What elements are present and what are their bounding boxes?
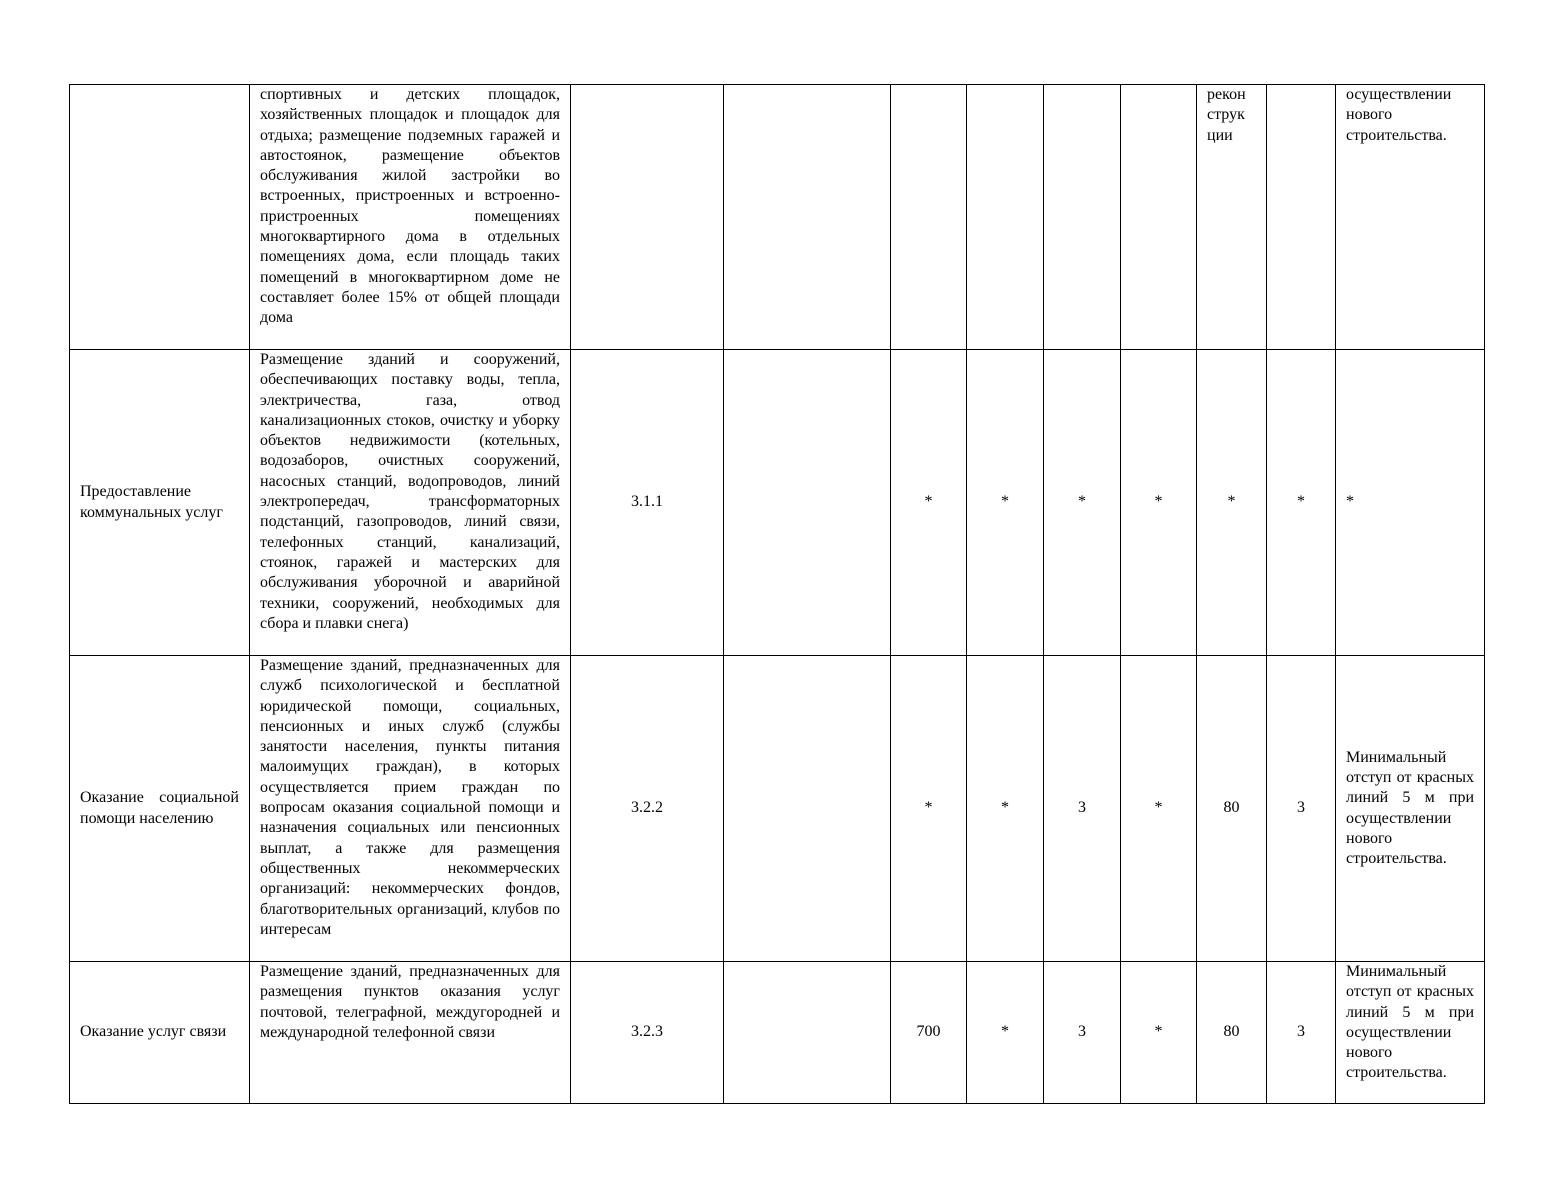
param-cell: [724, 962, 891, 1104]
param-cell: 3: [1267, 656, 1336, 962]
use-code: 3.2.2: [571, 656, 724, 962]
param-cell: [724, 656, 891, 962]
param-cell: *: [967, 962, 1044, 1104]
note-cell: осуществлении нового строительства.: [1336, 85, 1485, 350]
table-row: [70, 350, 1485, 656]
param-cell: *: [967, 656, 1044, 962]
use-type-name: [70, 85, 250, 350]
param-cell: [724, 85, 891, 350]
use-type-name: Оказание социальной помощи населению: [70, 656, 250, 962]
param-cell: *: [891, 656, 967, 962]
param-cell: *: [967, 350, 1044, 656]
use-description: Размещение зданий, предназначенных для размещения пунктов оказания услуг почтовой, телеграфной, междугородней и международной телефонной связи: [250, 962, 571, 1104]
use-description: спортивных и детских площадок, хозяйственных площадок и площадок для отдыха; размещение подземных гаражей и автостоянок, размещение объектов обслуживания жилой застройки во встроенных, пристроенных и встроенно-пристроенных помещениях многоквартирного дома в отдельных помещениях дома, если площадь таких помещений в многоквартирном доме не составляет более 15% от общей площади дома: [250, 85, 571, 350]
param-cell: [724, 350, 891, 656]
param-cell: 80: [1197, 656, 1267, 962]
param-cell: [967, 85, 1044, 350]
param-cell: *: [891, 350, 967, 656]
use-type-name: Оказание услуг связи: [70, 962, 250, 1104]
param-cell: [1044, 85, 1121, 350]
use-type-name: Предоставление коммунальных услуг: [70, 350, 250, 656]
param-cell: *: [1044, 350, 1121, 656]
use-code: 3.1.1: [571, 350, 724, 656]
use-code: 3.2.3: [571, 962, 724, 1104]
table-row: [70, 85, 1485, 350]
param-cell: [1121, 85, 1197, 350]
param-cell: 3: [1044, 962, 1121, 1104]
use-code: [571, 85, 724, 350]
use-description: Размещение зданий и сооружений, обеспечивающих поставку воды, тепла, электричества, газа, отвод канализационных стоков, очистку и уборку объектов недвижимости (котельных, водозаборов, очистных сооружений, насосных станций, водопроводов, линий электропередач, трансформаторных подстанций, газопроводов, линий связи, телефонных станций, канализаций, стоянок, гаражей и мастерских для обслуживания уборочной и аварийной техники, сооружений, необходимых для сбора и плавки снега): [250, 350, 571, 656]
param-cell: 80: [1197, 962, 1267, 1104]
note-cell: Минимальный отступ от красных линий 5 м при осуществлении нового строительства.: [1336, 962, 1485, 1104]
param-cell: [1267, 85, 1336, 350]
table-row: [70, 962, 1485, 1104]
param-cell: *: [1121, 962, 1197, 1104]
param-cell: 700: [891, 962, 967, 1104]
param-cell: [891, 85, 967, 350]
param-cell: 3: [1267, 962, 1336, 1104]
param-cell: *: [1197, 350, 1267, 656]
note-cell: *: [1336, 350, 1485, 656]
note-cell: Минимальный отступ от красных линий 5 м при осуществлении нового строительства.: [1336, 656, 1485, 962]
param-cell: *: [1121, 350, 1197, 656]
regulations-table: [69, 84, 1485, 1104]
param-cell: рекон струк ции: [1197, 85, 1267, 350]
param-cell: *: [1121, 656, 1197, 962]
param-cell: 3: [1044, 656, 1121, 962]
table-row: [70, 656, 1485, 962]
param-cell: *: [1267, 350, 1336, 656]
use-description: Размещение зданий, предназначенных для служб психологической и бесплатной юридической помощи, социальных, пенсионных и иных служб (службы занятости населения, пункты питания малоимущих граждан), в которых осуществляется прием граждан по вопросам оказания социальной помощи и назначения социальных или пенсионных выплат, а также для размещения общественных некоммерческих организаций: некоммерческих фондов, благотворительных организаций, клубов по интересам: [250, 656, 571, 962]
